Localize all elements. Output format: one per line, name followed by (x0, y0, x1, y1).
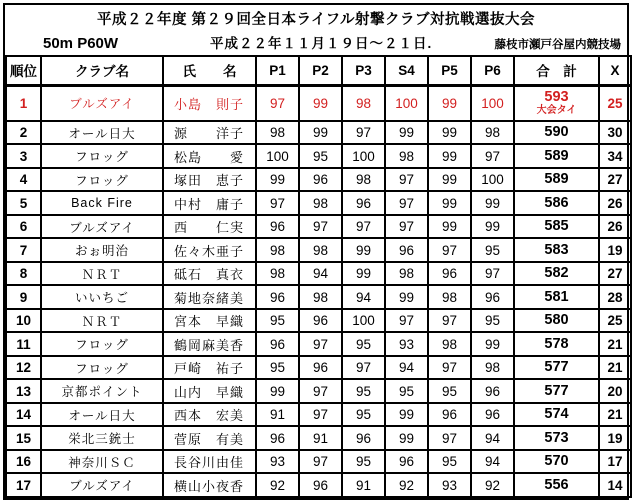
score-cell-p6: 99 (471, 215, 514, 239)
table-row (6, 356, 631, 380)
table-row (6, 450, 631, 474)
total-value: 556 (544, 476, 569, 493)
score-cell-p3: 95 (342, 450, 385, 474)
score-cell-p2: 97 (299, 379, 342, 403)
club-cell: おぉ明治 (41, 238, 163, 262)
name-cell: 戸崎 祐子 (163, 356, 256, 380)
total-cell (514, 262, 599, 286)
score-cell-p2: 96 (299, 168, 342, 192)
total-note: 大会タイ (536, 105, 577, 117)
col-header-p2: P2 (299, 56, 342, 85)
table-row (6, 332, 631, 356)
total-value: 582 (544, 265, 569, 282)
score-cell-p6: 97 (471, 262, 514, 286)
rank-cell: 15 (6, 426, 41, 450)
name-cell: 佐々木亜子 (163, 238, 256, 262)
total-value: 580 (544, 312, 569, 329)
rank-cell: 12 (6, 356, 41, 380)
x-cell: 26 (599, 215, 631, 239)
table-row (6, 379, 631, 403)
score-cell-p3: 95 (342, 332, 385, 356)
score-cell-p6: 99 (471, 191, 514, 215)
total-value: 585 (544, 218, 569, 235)
score-cell-p2: 97 (299, 403, 342, 427)
total-cell (514, 309, 599, 333)
name-cell: 山内 早織 (163, 379, 256, 403)
table-row (6, 238, 631, 262)
x-cell: 20 (599, 379, 631, 403)
score-cell-p1: 96 (256, 426, 299, 450)
total-value: 577 (544, 382, 569, 399)
venue-label: 藤枝市瀬戸谷屋内競技場 (494, 39, 621, 51)
rank-cell: 13 (6, 379, 41, 403)
total-cell (514, 191, 599, 215)
score-cell-s4: 97 (385, 215, 428, 239)
total-value: 577 (544, 359, 569, 376)
total-value: 593 (544, 89, 569, 106)
score-cell-p3: 91 (342, 473, 385, 497)
total-value: 586 (544, 194, 569, 211)
score-cell-p2: 96 (299, 309, 342, 333)
table-row (6, 215, 631, 239)
score-cell-p6: 100 (471, 85, 514, 121)
score-cell-p3: 95 (342, 403, 385, 427)
score-cell-p5: 97 (428, 426, 471, 450)
x-cell: 19 (599, 426, 631, 450)
x-cell: 27 (599, 168, 631, 192)
total-cell (514, 285, 599, 309)
club-cell: ＮＲＴ (41, 309, 163, 333)
score-cell-p1: 99 (256, 379, 299, 403)
score-cell-p2: 91 (299, 426, 342, 450)
score-cell-p6: 95 (471, 309, 514, 333)
total-value: 573 (544, 429, 569, 446)
score-cell-s4: 93 (385, 332, 428, 356)
score-cell-p1: 95 (256, 309, 299, 333)
score-cell-p1: 100 (256, 144, 299, 168)
table-row (6, 426, 631, 450)
score-cell-p5: 97 (428, 238, 471, 262)
name-cell: 西本 宏美 (163, 403, 256, 427)
col-header-s4: S4 (385, 56, 428, 85)
score-cell-p3: 97 (342, 215, 385, 239)
total-cell (514, 450, 599, 474)
date-label: 平成２２年１１月１９日～２１日. (210, 36, 433, 51)
score-cell-p5: 93 (428, 473, 471, 497)
score-cell-s4: 97 (385, 191, 428, 215)
rank-cell: 2 (6, 121, 41, 145)
x-cell: 14 (599, 473, 631, 497)
club-cell: 栄北三銃士 (41, 426, 163, 450)
score-cell-p1: 97 (256, 85, 299, 121)
total-cell (514, 356, 599, 380)
score-cell-s4: 100 (385, 85, 428, 121)
table-row (6, 191, 631, 215)
score-cell-p3: 97 (342, 356, 385, 380)
club-cell: いいちご (41, 285, 163, 309)
table-row (6, 473, 631, 497)
score-cell-s4: 97 (385, 168, 428, 192)
score-cell-p5: 97 (428, 356, 471, 380)
table-row (6, 85, 631, 121)
name-cell: 砥石 真衣 (163, 262, 256, 286)
score-cell-p6: 92 (471, 473, 514, 497)
col-header-p3: P3 (342, 56, 385, 85)
score-cell-p5: 99 (428, 121, 471, 145)
table-row (6, 121, 631, 145)
score-cell-p5: 99 (428, 215, 471, 239)
x-cell: 17 (599, 450, 631, 474)
club-cell: フロッグ (41, 356, 163, 380)
score-cell-p6: 94 (471, 426, 514, 450)
rank-cell: 16 (6, 450, 41, 474)
score-cell-p5: 99 (428, 144, 471, 168)
col-header-p5: P5 (428, 56, 471, 85)
page-title: 平成２２年度 第２９回全日本ライフル射撃クラブ対抗戦選抜大会 (96, 12, 536, 28)
x-cell: 28 (599, 285, 631, 309)
score-cell-p1: 96 (256, 332, 299, 356)
header-row (6, 56, 631, 85)
club-cell: ＮＲＴ (41, 262, 163, 286)
rank-cell: 14 (6, 403, 41, 427)
score-cell-p2: 98 (299, 191, 342, 215)
score-cell-p6: 96 (471, 285, 514, 309)
score-cell-p1: 92 (256, 473, 299, 497)
total-cell (514, 379, 599, 403)
score-cell-p5: 95 (428, 379, 471, 403)
col-header-total: 合 計 (514, 56, 599, 85)
rank-cell: 5 (6, 191, 41, 215)
total-value: 574 (544, 406, 569, 423)
x-cell: 19 (599, 238, 631, 262)
score-cell-s4: 99 (385, 285, 428, 309)
col-header-p6: P6 (471, 56, 514, 85)
club-cell: 神奈川ＳＣ (41, 450, 163, 474)
rank-cell: 17 (6, 473, 41, 497)
rank-cell: 4 (6, 168, 41, 192)
score-cell-p2: 98 (299, 238, 342, 262)
total-value: 590 (544, 124, 569, 141)
total-cell (514, 403, 599, 427)
score-cell-p2: 97 (299, 450, 342, 474)
rank-cell: 8 (6, 262, 41, 286)
score-cell-p5: 97 (428, 309, 471, 333)
score-cell-p5: 96 (428, 403, 471, 427)
total-value: 589 (544, 171, 569, 188)
total-value: 589 (544, 147, 569, 164)
score-cell-p2: 97 (299, 332, 342, 356)
club-cell: 京都ポイント (41, 379, 163, 403)
score-cell-p5: 95 (428, 450, 471, 474)
score-cell-p2: 99 (299, 85, 342, 121)
name-cell: 塚田 恵子 (163, 168, 256, 192)
name-cell: 源 洋子 (163, 121, 256, 145)
club-cell: Back Fire (41, 191, 163, 215)
score-cell-p1: 96 (256, 285, 299, 309)
table-row (6, 144, 631, 168)
score-cell-s4: 99 (385, 403, 428, 427)
x-cell: 21 (599, 356, 631, 380)
score-cell-p6: 100 (471, 168, 514, 192)
rank-cell: 11 (6, 332, 41, 356)
rank-cell: 3 (6, 144, 41, 168)
name-cell: 松島 愛 (163, 144, 256, 168)
total-value: 581 (544, 288, 569, 305)
score-cell-p1: 98 (256, 121, 299, 145)
col-header-p1: P1 (256, 56, 299, 85)
club-cell: フロッグ (41, 332, 163, 356)
score-cell-p1: 99 (256, 168, 299, 192)
score-cell-p6: 94 (471, 450, 514, 474)
rank-cell: 6 (6, 215, 41, 239)
score-cell-p5: 99 (428, 85, 471, 121)
x-cell: 21 (599, 332, 631, 356)
table-row (6, 262, 631, 286)
total-cell (514, 426, 599, 450)
name-cell: 菅原 有美 (163, 426, 256, 450)
score-cell-p6: 98 (471, 356, 514, 380)
score-cell-p6: 99 (471, 332, 514, 356)
score-cell-p3: 95 (342, 379, 385, 403)
score-cell-s4: 98 (385, 262, 428, 286)
table-row (6, 168, 631, 192)
club-cell: オール日大 (41, 403, 163, 427)
name-cell: 小島 則子 (163, 85, 256, 121)
results-body (6, 85, 631, 497)
name-cell: 中村 庸子 (163, 191, 256, 215)
name-cell: 横山小夜香 (163, 473, 256, 497)
score-cell-p3: 99 (342, 238, 385, 262)
x-cell: 34 (599, 144, 631, 168)
score-cell-p6: 97 (471, 144, 514, 168)
score-cell-p3: 96 (342, 191, 385, 215)
score-cell-p2: 98 (299, 285, 342, 309)
club-cell: ブルズアイ (41, 473, 163, 497)
rank-cell: 10 (6, 309, 41, 333)
rank-cell: 7 (6, 238, 41, 262)
total-cell (514, 238, 599, 262)
club-cell: ブルズアイ (41, 215, 163, 239)
score-cell-p6: 95 (471, 238, 514, 262)
total-value: 583 (544, 241, 569, 258)
name-cell: 西 仁実 (163, 215, 256, 239)
total-cell (514, 215, 599, 239)
col-header-x: X (599, 56, 631, 85)
score-cell-p3: 94 (342, 285, 385, 309)
score-cell-s4: 95 (385, 379, 428, 403)
total-value: 578 (544, 335, 569, 352)
table-row (6, 285, 631, 309)
club-cell: オール日大 (41, 121, 163, 145)
score-cell-s4: 94 (385, 356, 428, 380)
score-cell-p3: 100 (342, 144, 385, 168)
col-header-rank: 順位 (6, 56, 41, 85)
score-cell-p3: 98 (342, 85, 385, 121)
score-cell-p1: 93 (256, 450, 299, 474)
score-cell-p3: 98 (342, 168, 385, 192)
x-cell: 27 (599, 262, 631, 286)
score-cell-p3: 100 (342, 309, 385, 333)
name-cell: 菊地奈緒美 (163, 285, 256, 309)
total-value: 570 (544, 453, 569, 470)
score-cell-s4: 99 (385, 121, 428, 145)
name-cell: 宮本 早織 (163, 309, 256, 333)
x-cell: 26 (599, 191, 631, 215)
results-table (5, 55, 632, 498)
score-cell-s4: 99 (385, 426, 428, 450)
score-cell-p2: 97 (299, 215, 342, 239)
score-cell-p6: 98 (471, 121, 514, 145)
score-cell-p2: 95 (299, 144, 342, 168)
score-cell-s4: 92 (385, 473, 428, 497)
score-cell-s4: 96 (385, 450, 428, 474)
score-cell-p1: 97 (256, 191, 299, 215)
score-cell-p3: 96 (342, 426, 385, 450)
total-cell (514, 121, 599, 145)
name-cell: 鶴岡麻美香 (163, 332, 256, 356)
table-row (6, 309, 631, 333)
total-cell (514, 332, 599, 356)
score-cell-p6: 96 (471, 403, 514, 427)
col-header-club: クラブ名 (41, 56, 163, 85)
score-cell-s4: 98 (385, 144, 428, 168)
score-cell-s4: 97 (385, 309, 428, 333)
title-block (5, 5, 627, 55)
score-cell-p2: 96 (299, 473, 342, 497)
score-cell-p5: 98 (428, 285, 471, 309)
name-cell: 長谷川由佳 (163, 450, 256, 474)
score-cell-p1: 98 (256, 262, 299, 286)
total-cell (514, 168, 599, 192)
total-cell (514, 85, 599, 121)
total-cell (514, 473, 599, 497)
score-cell-p2: 99 (299, 121, 342, 145)
x-cell: 25 (599, 309, 631, 333)
club-cell: フロッグ (41, 144, 163, 168)
score-cell-p2: 94 (299, 262, 342, 286)
rank-cell: 1 (6, 85, 41, 121)
x-cell: 25 (599, 85, 631, 121)
x-cell: 21 (599, 403, 631, 427)
score-cell-p2: 96 (299, 356, 342, 380)
score-cell-p5: 99 (428, 191, 471, 215)
rank-cell: 9 (6, 285, 41, 309)
results-sheet (3, 3, 629, 500)
score-cell-p1: 98 (256, 238, 299, 262)
x-cell: 30 (599, 121, 631, 145)
table-row (6, 403, 631, 427)
score-cell-p1: 96 (256, 215, 299, 239)
subtitle-row (5, 30, 627, 52)
total-cell (514, 144, 599, 168)
score-cell-p5: 96 (428, 262, 471, 286)
score-cell-p1: 91 (256, 403, 299, 427)
col-header-name: 氏 名 (163, 56, 256, 85)
club-cell: ブルズアイ (41, 85, 163, 121)
score-cell-p6: 96 (471, 379, 514, 403)
score-cell-p5: 99 (428, 168, 471, 192)
score-cell-p3: 97 (342, 121, 385, 145)
score-cell-p5: 98 (428, 332, 471, 356)
score-cell-p3: 99 (342, 262, 385, 286)
club-cell: フロッグ (41, 168, 163, 192)
event-label: 50m P60W (43, 35, 119, 52)
score-cell-p1: 95 (256, 356, 299, 380)
score-cell-s4: 96 (385, 238, 428, 262)
